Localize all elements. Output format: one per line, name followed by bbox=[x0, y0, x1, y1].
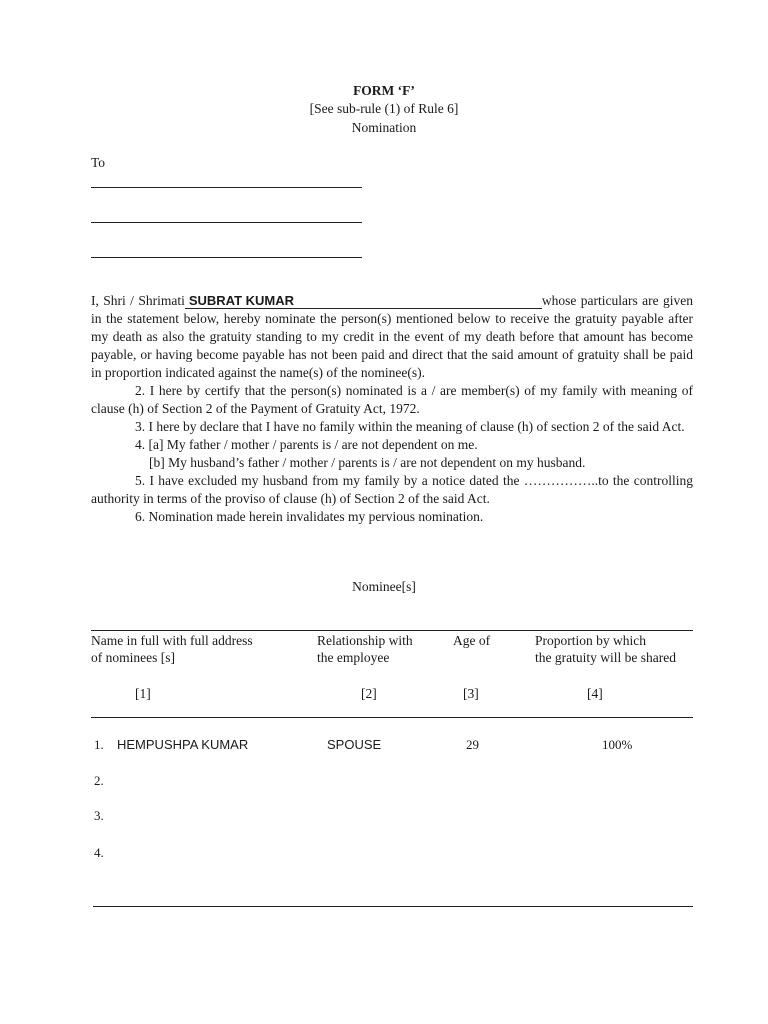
column-number-1: [1] bbox=[135, 686, 151, 701]
declaration-item-5: 5. I have excluded my husband from my family by a notice dated the ……………..to the controlling authority in terms of the proviso of clause (h) of Section 2 of the said Act. bbox=[91, 473, 693, 506]
column-number-3: [3] bbox=[463, 686, 479, 701]
column-header-proportion: Proportion by which the gratuity will be shared bbox=[535, 633, 676, 665]
declaration-item-4b: [b] My husband’s father / mother / parents is / are not dependent on my husband. bbox=[149, 455, 586, 470]
address-line-2 bbox=[91, 222, 362, 223]
declaration-item-6: 6. Nomination made herein invalidates my pervious nomination. bbox=[135, 509, 484, 524]
row-3-number: 3. bbox=[94, 808, 104, 823]
form-heading: Nomination bbox=[351, 120, 417, 135]
row-2-number: 2. bbox=[94, 773, 104, 788]
column-header-age: Age of bbox=[453, 633, 491, 648]
column-number-4: [4] bbox=[587, 686, 603, 701]
declaration-prefix: I, Shri / Shrimati bbox=[91, 293, 185, 308]
employee-name-field: SUBRAT KUMAR bbox=[185, 293, 542, 309]
row-4-number: 4. bbox=[94, 845, 104, 860]
declaration-item-2: 2. I here by certify that the person(s) nominated is a / are member(s) of my family with meaning of clause (h) of Section 2 of the Payment of Gratuity Act, 1972. bbox=[91, 383, 693, 416]
table-header-rule bbox=[91, 717, 693, 718]
declaration-para1-rest: whose particulars are given in the statement below, hereby nominate the person(s) mentioned below to receive the gratuity payable after my death as also the gratuity standing to my credit in the event of my death before that amount has become payable, or having become payable has not been paid and direct that the said amount of gratuity shall be paid in proportion indicated against the name(s) of the nominee(s). bbox=[91, 293, 693, 380]
row-1-relationship: SPOUSE bbox=[327, 737, 382, 752]
row-1-number: 1. bbox=[94, 737, 104, 752]
row-1-name: HEMPUSHPA KUMAR bbox=[117, 737, 249, 752]
to-label: To bbox=[91, 155, 106, 170]
row-1-proportion: 100% bbox=[602, 737, 633, 752]
column-header-name: Name in full with full address of nominees [s] bbox=[91, 633, 253, 665]
row-1-age: 29 bbox=[466, 737, 479, 752]
declaration-item-4a: 4. [a] My father / mother / parents is / are not dependent on me. bbox=[135, 437, 478, 452]
form-title: FORM ‘F’ bbox=[353, 83, 415, 98]
declaration-paragraph-1 bbox=[91, 292, 693, 382]
form-subrule: [See sub-rule (1) of Rule 6] bbox=[309, 101, 459, 116]
declaration-text bbox=[91, 292, 693, 526]
column-header-relationship: Relationship with the employee bbox=[317, 633, 413, 665]
nominees-heading: Nominee[s] bbox=[352, 579, 416, 594]
address-line-1 bbox=[91, 187, 362, 188]
table-top-rule bbox=[91, 630, 693, 631]
declaration-item-3: 3. I here by declare that I have no family within the meaning of clause (h) of section 2 of the said Act. bbox=[135, 419, 685, 434]
column-number-2: [2] bbox=[361, 686, 377, 701]
table-bottom-rule bbox=[93, 906, 693, 907]
address-line-3 bbox=[91, 257, 362, 258]
